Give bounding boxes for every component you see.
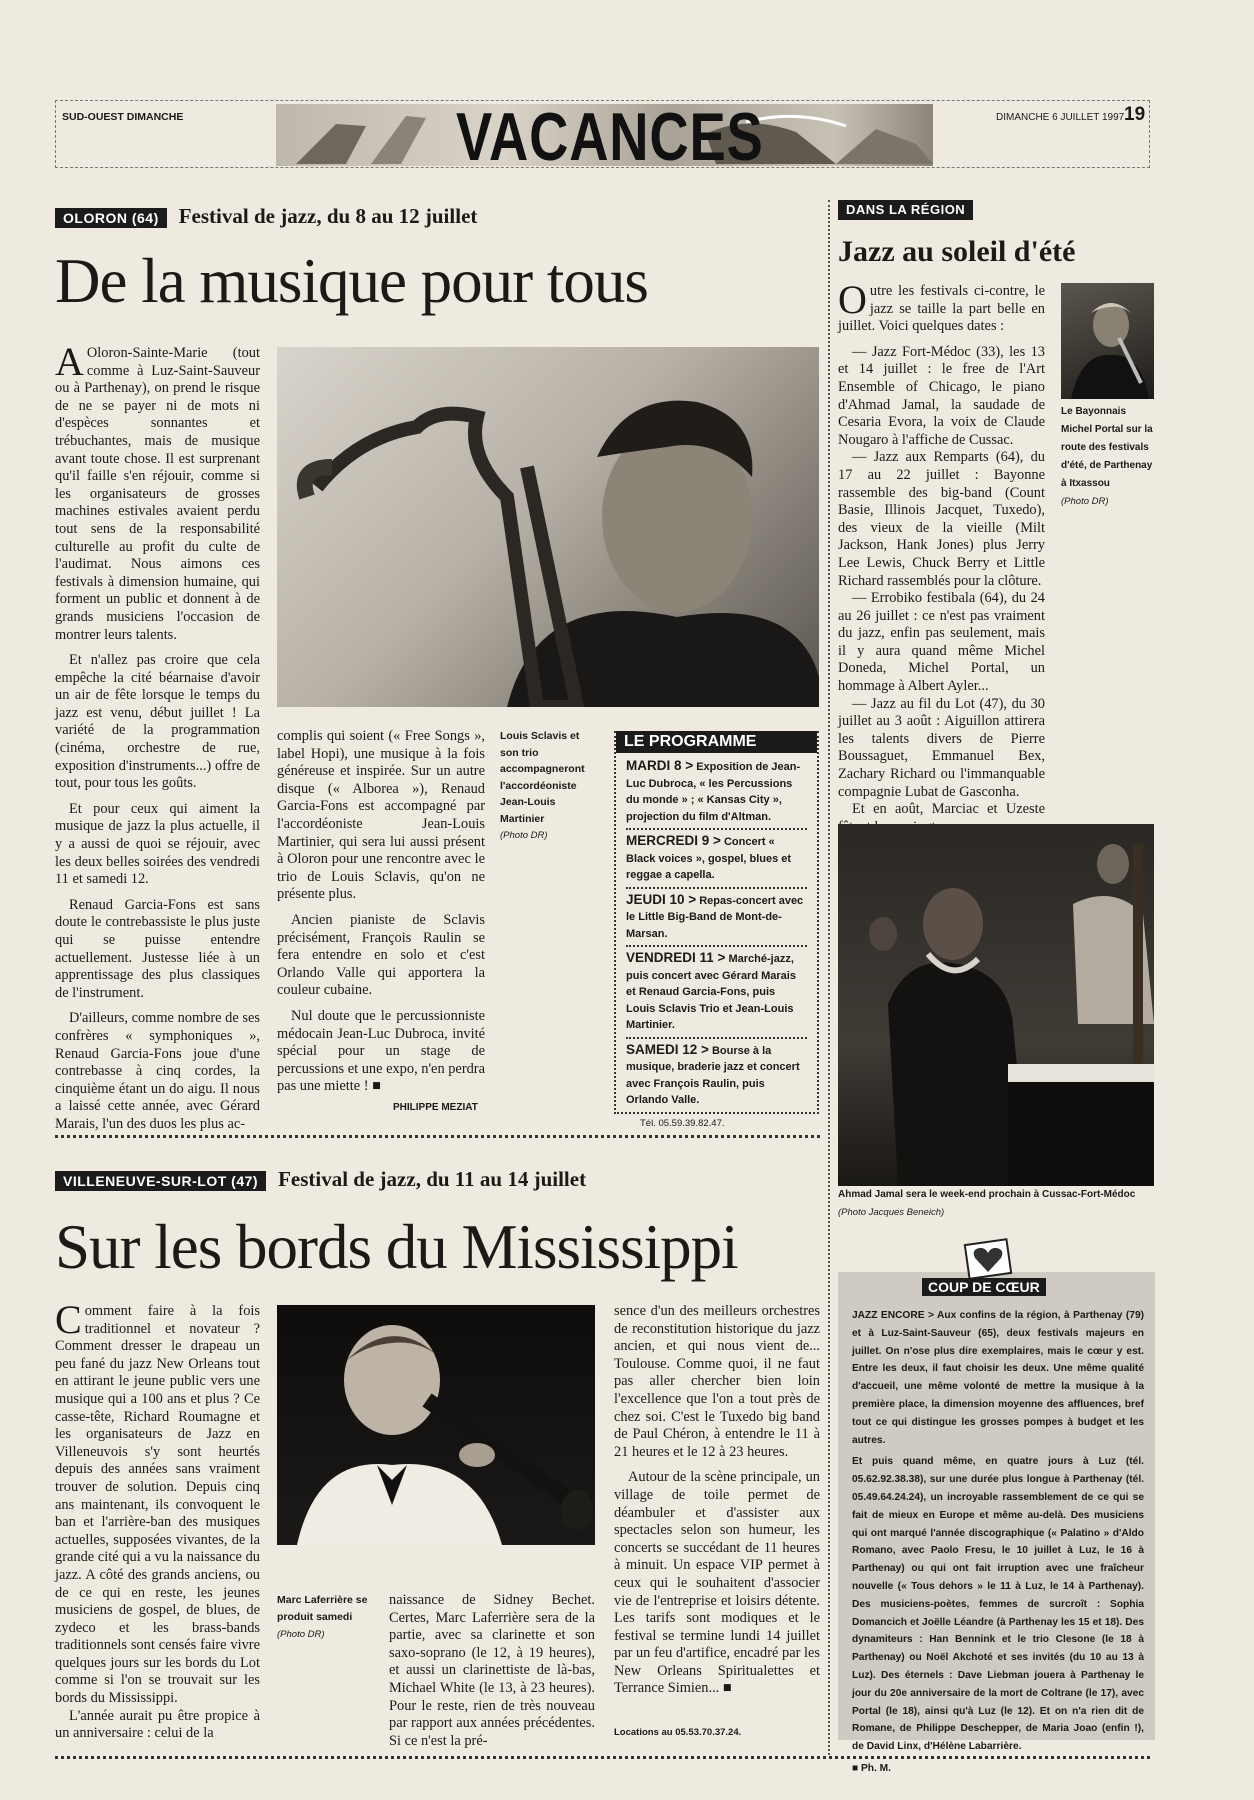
programme-day: SAMEDI 12 > (626, 1041, 709, 1057)
oloron-headline: De la musique pour tous (55, 246, 648, 316)
programme-day: MERCREDI 9 > (626, 833, 721, 848)
villeneuve-paragraph: naissance de Sidney Bechet. Certes, Marc Laferrière sera de la partie, avec sa clarinette et son saxo-soprano (le 12, à 19 heures), et aussi un clarinettiste de là-bas, Michael White (le 13, à 23 heures). Pour le reste, rien de très nouveau par rapport aux années précédentes. Si ce n'est la pré- (389, 1592, 595, 1749)
region-paragraph: utre les festivals ci-contre, le jazz se taille la part belle en juillet. Voici quelques dates : (838, 283, 1045, 335)
oloron-paragraph: Oloron-Sainte-Marie (tout comme à Luz-Saint-Sauveur ou à Parthenay), on prend le risque de ne se payer ni de mots ni d'espèces sonnantes et trébuchantes, mais de musique avant toute chose. Il est surprenant qu'il faille s'en réjouir, comme si les organisateurs de grosses machines estivales avaient perdu tout sens de la responsabilité culturelle au profit du culte de l'audimat. Nous aimons ces festivals à dimension humaine, qui forment un public et donnent à de grands musiciens l'occasion de montrer leurs talents. (55, 345, 260, 643)
sclavis-photo-illustration (277, 347, 819, 707)
laferriere-photo (277, 1305, 595, 1545)
masthead-banner (276, 104, 933, 166)
villeneuve-dropcap: C (55, 1297, 82, 1342)
masthead-page-number: 19 (1124, 104, 1146, 125)
coeur-lead: JAZZ ENCORE > (852, 1310, 934, 1321)
masthead-section-title: VACANCES (456, 104, 764, 166)
sclavis-caption (500, 728, 600, 845)
oloron-paragraph: complis qui soient (« Free Songs », label Hopi), une musique à la fois généreuse et inspirée. Sur un autre disque (« Alborea »), Renaud Garcia-Fons est accompagné par l'accordéoniste Jean-Louis Martinier, qui sera lui aussi présent à Oloron pour une rencontre avec le trio de Louis Sclavis, qu'on ne présente plus. (277, 728, 485, 903)
programme-box (614, 731, 819, 1129)
programme-text: Repas-concert avec le Little Big-Band de Mont-de-Marsan. (626, 894, 804, 940)
villeneuve-locations: Locations au 05.53.70.37.24. (614, 1727, 742, 1738)
programme-text: Bourse à la musique, braderie jazz et concert avec François Raulin, puis Orlando Valle. (626, 1044, 800, 1106)
oloron-paragraph: Et n'allez pas croire que cela empêche la cité béarnaise d'avoir un air de fête lorsque le temps du jazz est venu, début juillet ! La variété de la programmation (cinéma, orchestre de rue, exposition d'instruments...) offre de tout, pour tous les goûts. (55, 652, 260, 792)
programme-item (626, 1039, 807, 1112)
portal-photo-illustration (1061, 283, 1154, 399)
villeneuve-kicker-row (55, 1167, 835, 1192)
oloron-column-1 (55, 339, 261, 1142)
oloron-subhead: Festival de jazz, du 8 au 12 juillet (178, 204, 478, 228)
coeur-signature: ■ Ph. M. (852, 1762, 891, 1774)
sclavis-photo (277, 347, 819, 707)
villeneuve-column-1 (55, 1297, 260, 1751)
villeneuve-kicker: VILLENEUVE-SUR-LOT (47) (55, 1171, 266, 1191)
villeneuve-column-2 (389, 1592, 595, 1758)
programme-item (626, 830, 807, 889)
region-paragraph: — Jazz Fort-Médoc (33), les 13 et 14 juillet : le free de l'Art Ensemble of Chicago, le piano d'Ahmad Jamal, la saudade de Cesaria Evora, la voix de Claude Nougaro à l'affiche de Cussac. (838, 343, 1045, 448)
column-divider (828, 200, 830, 1755)
laferriere-caption (277, 1592, 377, 1643)
region-paragraph: — Errobiko festibala (64), du 24 au 26 juillet : ce n'est pas vraiment du jazz, enfin pas seulement, mais il y aura quand même Michel Doneda, Michel Portal, un hommage à Albert Ayler... (838, 590, 1045, 695)
sclavis-caption-text: Louis Sclavis et son trio accompagneront l'accordéoniste Jean-Louis Martinier (500, 730, 585, 825)
masthead-date: DIMANCHE 6 JUILLET 1997 (996, 112, 1125, 123)
programme-day: VENDREDI 11 > (626, 950, 726, 965)
portal-caption-credit: (Photo DR) (1061, 496, 1109, 507)
portal-caption-text: Le Bayonnais Michel Portal sur la route des festivals d'été, de Parthenay à Itxassou (1061, 406, 1153, 489)
jamal-caption-text: Ahmad Jamal sera le week-end prochain à Cussac-Fort-Médoc (838, 1189, 1136, 1200)
programme-list (616, 753, 817, 1134)
oloron-kicker-row (55, 204, 835, 229)
programme-phone: Tél. 05.59.39.82.47. (640, 1117, 725, 1129)
villeneuve-paragraph: Autour de la scène principale, un village de toile permet de déambuler et d'assister aux spectacles selon son humeur, les concerts se succédant de 11 heures à minuit. Un espace VIP permet à ceux qui le souhaitent d'associer vie de l'entreprise et loisirs détente. Les tarifs sont modiques et le festival se termine lundi 14 juillet par un feu d'artifice, encadré par les New Orleans Spiritualettes et Terrance Simien... ■ (614, 1469, 820, 1697)
programme-item (626, 947, 807, 1039)
region-headline: Jazz au soleil d'été (838, 235, 1076, 268)
coeur-paragraph: Et puis quand même, en quatre jours à Luz (tél. 05.62.92.38.38), sur une durée plus longue à Parthenay (tél. 05.49.64.24.24), un incroyable rassemblement de ce qui se fait de mieux en Europe et même au-delà. Des musiciens qui ont marqué l'année discographique (« Palatino » d'Aldo Romano, avec Paolo Fresu, le 10 juillet à Luz, le 16 à Parthenay) ou qui ont fait irruption avec une fraîcheur nouvelle (« Tous dehors » le 11 à Luz, le 14 à Parthenay). Des musiciens-poètes, femmes de surcroît : Sophia Domancich et Joëlle Léandre (à Parthenay les 15 et 18). Des dynamiteurs : Han Bennink et le trio Clesone (le 18 à Parthenay) ou Noël Akchoté et ses invités (du 10 au 13 à Luz). Des éternels : Dave Liebman jouera à Parthenay le jour du 20e anniversaire de la mort de Coltrane (le 17), avec Portal (le 18), ainsi qu'à Luz (le 12). Et on n'a rien dit de Romane, de Philippe Deschepper, de Maria Joao (enfin !), de David Linx, d'Hélène Labarrière. (852, 1456, 1144, 1753)
oloron-paragraph: D'ailleurs, comme nombre de ses confrères « symphoniques », Renaud Garcia-Fons joue d'une contrebasse à cinq cordes, la cinquième étant un do aigu. Il nous a laissé cette année, avec Gérard Marais, l'un des duos les plus ac- (55, 1010, 260, 1132)
oloron-paragraph: Nul doute que le percussionniste médocain Jean-Luc Dubroca, invité spécial pour un stage de percussions et une expo, n'en perdra pas une miette ! ■ (277, 1007, 485, 1095)
region-column (838, 277, 1045, 844)
oloron-dropcap: A (55, 339, 84, 384)
region-paragraph: Et en août, Marciac et Uzeste (852, 801, 1045, 818)
villeneuve-paragraph: sence d'un des meilleurs orchestres de reconstitution historique du jazz ancien, et qui nous vient de... Toulouse. Comme quoi, il ne faut pas aller chercher bien loin l'excellence que l'on a tout près de chez soi. C'est le Tuxedo big band de Paul Chéron, à entendre le 11 à 21 heures et le 12 à 23 heures. (614, 1303, 820, 1460)
oloron-column-2 (277, 728, 485, 1104)
coeur-paragraph: Aux confins de la région, à Parthenay (79) et à Luz-Saint-Sauveur (65), deux festivals majeurs en juillet. On n'ose plus dire exemplaires, mais le cœur y est. Entre les deux, il faut choisir les deux. Une même qualité d'accueil, une même volonté de mettre la musique à la première place, la dimension moyenne des affluences, bref tout ce qui distingue les grosses pompes à budget et les autres. (852, 1310, 1144, 1446)
oloron-paragraph: Ancien pianiste de Sclavis précisément, François Raulin se fera entendre en solo et c'est Orlando Valle qui apportera la couleur cubaine. (277, 911, 485, 999)
region-paragraph: — Jazz au fil du Lot (47), du 30 juillet au 3 août : Aiguillon attirera les talents divers de Pierre Boussaguet, Emmanuel Bex, Zachary Richard ou l'immanquable compagnie Lubat de Gasconha. (838, 695, 1045, 800)
masthead-paper-name: SUD-OUEST DIMANCHE (62, 111, 184, 123)
heart-icon (963, 1238, 1013, 1280)
jamal-caption-credit: (Photo Jacques Beneich) (838, 1207, 945, 1218)
jamal-photo-illustration (838, 824, 1154, 1186)
section-divider (55, 1135, 820, 1138)
oloron-paragraph: Renaud Garcia-Fons est sans doute le contrebassiste le plus juste qui se puisse entendre actuellement. Justesse liée à un apprentissage des plus classiques de l'instrument. (55, 896, 260, 1001)
programme-title: LE PROGRAMME (616, 731, 817, 753)
portal-photo (1061, 283, 1154, 399)
villeneuve-paragraph: omment faire à la fois traditionnel et novateur ? Comment dresser le drapeau un peu fané du jazz New Orleans tout en attirant le jeune public vers une musique qui a 100 ans et plus ? Ce casse-tête, Richard Roumagne et les organisateurs de Jazz en Villeneuvois s'y sont heurtés depuis des années sans vraiment trouver de solution. Depuis cinq ans maintenant, ils convoquent le ban et l'arrière-ban des musiques actuelles, supposées vivantes, de la grande cité qui a vu la naissance du jazz. A côté des grands anciens, ou de ce qui en reste, les jeunes musiciens de gospel, de blues, de zydeco et les brass-bands traditionnels sont censés faire vivre quelques jours sur les bords du Lot comme si l'on se trouvait sur les bords du Mississippi. (55, 1303, 260, 1707)
oloron-kicker: OLORON (64) (55, 208, 167, 228)
oloron-paragraph: Et pour ceux qui aiment la musique de jazz la plus actuelle, il y a aussi de quoi se réjouir, avec les deux belles soirées des vendredi 11 et samedi 12. (55, 800, 261, 888)
jamal-photo (838, 824, 1154, 1186)
villeneuve-headline: Sur les bords du Mississippi (55, 1212, 738, 1282)
programme-text: Marché-jazz, puis concert avec Gérard Marais et Renaud Garcia-Fons, puis Louis Sclavis Trio et Jean-Louis Martinier. (626, 953, 796, 1031)
region-kicker: DANS LA RÉGION (838, 200, 973, 220)
programme-day: MARDI 8 > (626, 758, 694, 773)
programme-text: Exposition de Jean-Luc Dubroca, « les Percussions du monde » ; « Kansas City », projection du film d'Altman. (626, 761, 801, 823)
programme-text: Concert « Black voices », gospel, blues et reggae a capella. (626, 836, 792, 881)
portal-caption (1061, 403, 1156, 511)
region-dropcap: O (838, 277, 867, 322)
programme-item (626, 889, 807, 948)
region-kicker-row (838, 200, 973, 220)
laferriere-caption-credit: (Photo DR) (277, 1629, 325, 1640)
villeneuve-paragraph: L'année aurait pu être propice à un anniversaire : celui de la (55, 1707, 260, 1742)
oloron-author: PHILIPPE MEZIAT (393, 1102, 478, 1113)
villeneuve-subhead: Festival de jazz, du 11 au 14 juillet (278, 1167, 587, 1191)
jamal-caption (838, 1186, 1154, 1222)
coeur-text (852, 1307, 1144, 1782)
programme-item (626, 755, 807, 830)
region-paragraph: — Jazz aux Remparts (64), du 17 au 22 juillet : Bayonne rassemble des big-band (Count Basie, Illinois Jacquet, Tuxedo), des vieux de la vieille (Milt Jackson, Hank Jones) plus Jerry Lee Lewis, Chuck Berry et Little Richard rassemblés pour la clôture. (838, 449, 1045, 589)
coeur-title: COUP DE CŒUR (922, 1278, 1046, 1296)
laferriere-caption-text: Marc Laferrière se produit samedi (277, 1594, 368, 1623)
sclavis-caption-credit: (Photo DR) (500, 830, 548, 841)
programme-day: JEUDI 10 > (626, 891, 697, 907)
laferriere-photo-illustration (277, 1305, 595, 1545)
villeneuve-column-3 (614, 1303, 820, 1706)
